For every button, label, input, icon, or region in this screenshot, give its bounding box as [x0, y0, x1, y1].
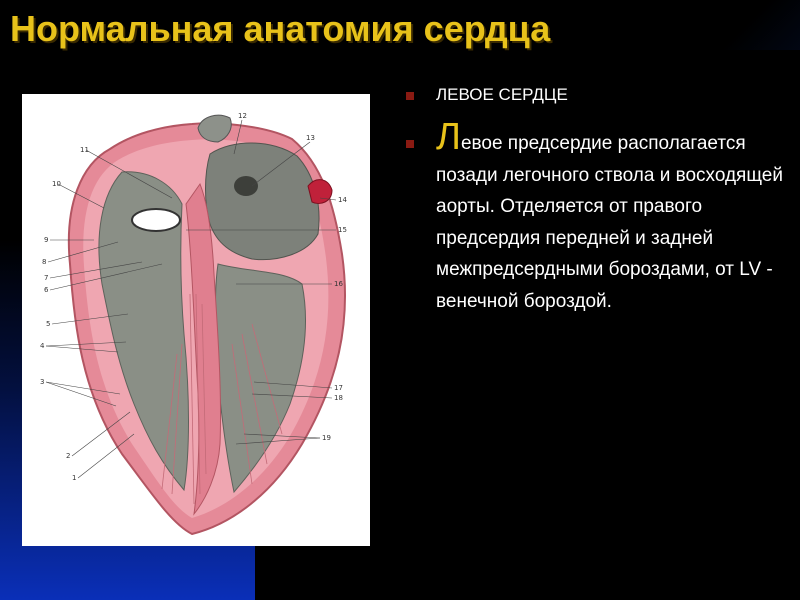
label-10: 10: [52, 180, 61, 188]
label-19: 19: [322, 434, 331, 442]
label-18: 18: [334, 394, 343, 402]
label-9: 9: [44, 236, 49, 244]
label-8: 8: [42, 258, 47, 266]
label-3: 3: [40, 378, 45, 386]
label-17: 17: [334, 384, 343, 392]
slide-title: Нормальная анатомия сердца: [10, 8, 551, 49]
bullet-item-heading: [406, 82, 796, 108]
label-11: 11: [80, 146, 89, 154]
label-13: 13: [306, 134, 315, 142]
vena-cava-opening: [132, 209, 180, 231]
drop-cap-letter: Л: [436, 116, 461, 158]
label-2: 2: [66, 452, 71, 460]
label-16: 16: [334, 280, 343, 288]
label-5: 5: [46, 320, 51, 328]
label-7: 7: [44, 274, 49, 282]
bullet-square-icon: [406, 140, 414, 148]
bullet-list: [406, 82, 796, 317]
label-1: 1: [72, 474, 77, 482]
label-14: 14: [338, 196, 347, 204]
bullet-text: евое предсердие располагается позади легочного ствола и восходящей аорты. Отделяется от правого предсердия передней и задней межпредсердными бороздами, от LV - венечной бороздой.: [436, 133, 783, 312]
bullet-square-icon: [406, 92, 414, 100]
heart-cross-section-illustration: [22, 94, 370, 546]
label-12: 12: [238, 112, 247, 120]
label-6: 6: [44, 286, 49, 294]
bullet-text: ЛЕВОЕ СЕРДЦЕ: [436, 85, 568, 104]
pulmonary-vein-opening: [234, 176, 258, 196]
label-15: 15: [338, 226, 347, 234]
heart-anatomy-figure: [22, 94, 370, 546]
pulmonary-vein-stub: [308, 180, 332, 204]
bullet-item-description: [406, 116, 796, 317]
label-4: 4: [40, 342, 45, 350]
